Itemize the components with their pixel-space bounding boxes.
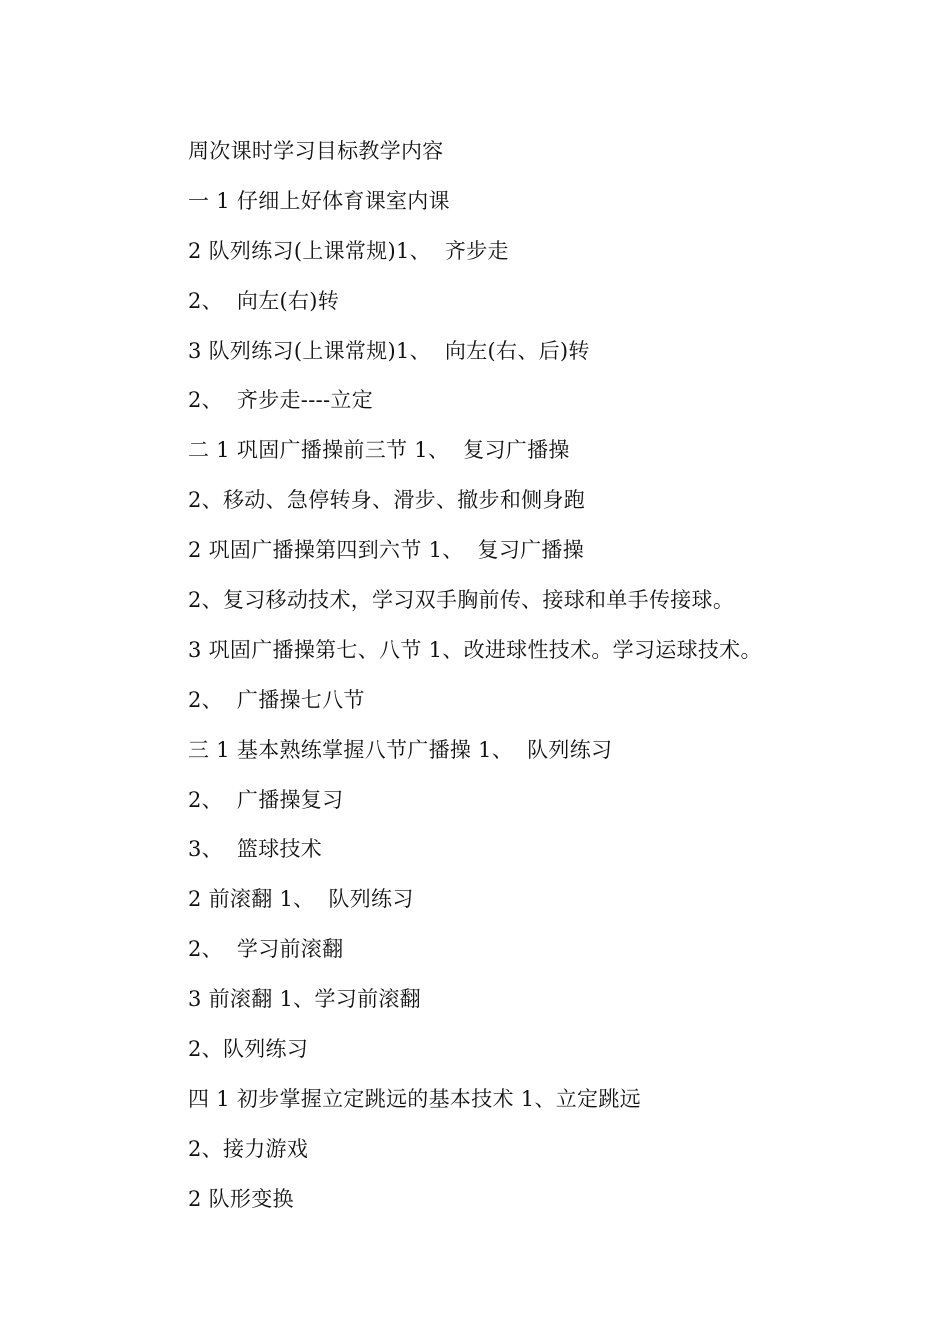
text-line: 3 巩固广播操第七、八节 1、改进球性技术。学习运球技术。: [188, 637, 762, 662]
document-header-line: 周次课时学习目标教学内容: [188, 139, 444, 163]
text-line: 2、 齐步走----立定: [188, 388, 373, 413]
text-line: 2 队形变换: [188, 1186, 294, 1211]
text-line: 3 前滚翻 1、学习前滚翻: [188, 987, 421, 1012]
text-line: 二 1 巩固广播操前三节 1、 复习广播操: [188, 438, 570, 463]
text-line: 2、移动、急停转身、滑步、撤步和侧身跑: [188, 488, 586, 513]
text-line: 2 前滚翻 1、 队列练习: [188, 887, 414, 912]
text-line: 四 1 初步掌握立定跳远的基本技术 1、立定跳远: [188, 1086, 641, 1111]
text-line: 三 1 基本熟练掌握八节广播操 1、 队列练习: [188, 737, 613, 762]
text-line: 2、 广播操七八节: [188, 687, 365, 712]
text-line: 2 队列练习(上课常规)1、 齐步走: [188, 238, 509, 263]
text-line: 2、 广播操复习: [188, 787, 344, 812]
text-line: 2、队列练习: [188, 1037, 309, 1062]
text-line: 2、 学习前滚翻: [188, 937, 344, 962]
text-line: 2、接力游戏: [188, 1136, 309, 1161]
text-line: 一 1 仔细上好体育课室内课: [188, 188, 450, 213]
text-line: 3、 篮球技术: [188, 837, 323, 862]
text-line: 2 巩固广播操第四到六节 1、 复习广播操: [188, 538, 585, 563]
text-line: 3 队列练习(上课常规)1、 向左(右、后)转: [188, 338, 590, 363]
text-line: 2、复习移动技术，学习双手胸前传、接球和单手传接球。: [188, 588, 735, 613]
document-body: [188, 132, 868, 1230]
text-line: 2、 向左(右)转: [188, 288, 340, 313]
